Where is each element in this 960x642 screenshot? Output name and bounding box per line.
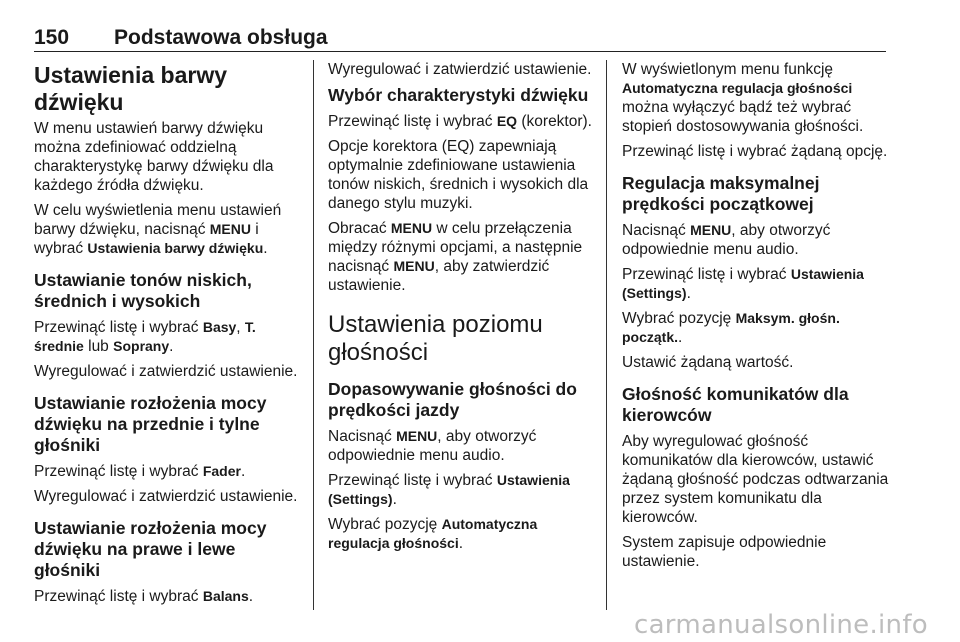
subsection-heading: Wybór charakterystyki dźwięku	[328, 85, 589, 105]
paragraph: Aby wyregulować głośność komunikatów dla kierowców, ustawić żądaną głośność podczas odtwarzania przez system komunikatu dla kierowców.	[622, 433, 889, 526]
menu-item: Ustawienia (Settings)	[328, 472, 570, 507]
menu-item: Ustawienia barwy dźwięku	[87, 240, 264, 256]
paragraph: Przewinąć listę i wybrać Ustawienia (Settings).	[622, 266, 864, 302]
menu-item: Fader	[202, 463, 241, 479]
subsection-heading: Regulacja maksymalnej prędkości początkowej	[622, 173, 820, 214]
section-heading: Ustawienia barwy dźwięku	[34, 62, 228, 115]
paragraph: Wyregulować i zatwierdzić ustawienie.	[34, 363, 298, 380]
menu-key: MENU	[690, 222, 732, 238]
column-divider	[606, 60, 607, 610]
menu-item: EQ	[496, 113, 518, 129]
header-divider	[34, 51, 886, 52]
column-2	[328, 60, 594, 559]
paragraph: Ustawić żądaną wartość.	[622, 354, 794, 371]
page-header	[34, 22, 886, 52]
subsection-heading: Dopasowywanie głośności do prędkości jazdy	[328, 379, 577, 420]
menu-item: Automatyczna regulacja głośności	[328, 516, 538, 551]
paragraph: Obracać MENU w celu przełączenia między różnymi opcjami, a następnie nacisnąć MENU, aby zatwierdzić ustawienie.	[328, 220, 583, 294]
menu-item: Soprany	[113, 338, 170, 354]
column-1	[34, 60, 302, 612]
paragraph: Przewinąć listę i wybrać Basy, T. średnie lub Soprany.	[34, 319, 256, 355]
menu-item: Balans	[202, 588, 249, 604]
section-heading: Ustawienia poziomu głośności	[328, 311, 543, 366]
paragraph: Opcje korektora (EQ) zapewniają optymalnie zdefiniowane ustawienia tonów niskich, średnich i wysokich dla danego stylu muzyki.	[328, 138, 589, 212]
paragraph: Nacisnąć MENU, aby otworzyć odpowiednie menu audio.	[328, 428, 537, 464]
paragraph: W celu wyświetlenia menu ustawień barwy dźwięku, nacisnąć MENU i wybrać Ustawienia barwy dźwięku.	[34, 202, 282, 257]
menu-item: Ustawienia (Settings)	[622, 266, 864, 301]
subsection-heading: Ustawianie tonów niskich, średnich i wysokich	[34, 270, 252, 311]
menu-item: T. średnie	[34, 319, 256, 354]
subsection-heading: Ustawianie rozłożenia mocy dźwięku na prawe i lewe głośniki	[34, 518, 267, 580]
paragraph: Przewinąć listę i wybrać Ustawienia (Settings).	[328, 472, 570, 508]
menu-item: Basy	[202, 319, 237, 335]
menu-key: MENU	[390, 220, 433, 236]
paragraph: Wybrać pozycję Maksym. głośn. początk..	[622, 310, 840, 346]
paragraph: Przewinąć listę i wybrać żądaną opcję.	[622, 143, 888, 160]
paragraph: Wyregulować i zatwierdzić ustawienie.	[328, 61, 592, 78]
paragraph: Wyregulować i zatwierdzić ustawienie.	[34, 488, 298, 505]
subsection-heading: Ustawianie rozłożenia mocy dźwięku na przednie i tylne głośniki	[34, 393, 267, 455]
menu-item: Maksym. głośn. początk.	[622, 310, 840, 345]
paragraph: System zapisuje odpowiednie ustawienie.	[622, 534, 827, 570]
column-3	[622, 60, 890, 577]
menu-key: MENU	[209, 221, 251, 237]
subsection-heading: Głośność komunikatów dla kierowców	[622, 384, 849, 425]
page-number: 150	[34, 26, 70, 49]
menu-item: Automatyczna regulacja głośności	[622, 80, 853, 96]
watermark-link[interactable]: carmanualsonline.info	[633, 610, 928, 640]
menu-key: MENU	[396, 428, 438, 444]
paragraph: Nacisnąć MENU, aby otworzyć odpowiednie menu audio.	[622, 222, 831, 258]
paragraph: Przewinąć listę i wybrać Fader.	[34, 463, 246, 480]
paragraph: W menu ustawień barwy dźwięku można zdefiniować oddzielną charakterystykę barwy dźwięku dla każdego źródła dźwięku.	[34, 120, 274, 194]
paragraph: Przewinąć listę i wybrać EQ (korektor).	[328, 113, 592, 130]
menu-key: MENU	[393, 258, 435, 274]
column-divider	[313, 60, 314, 610]
paragraph: Przewinąć listę i wybrać Balans.	[34, 588, 254, 605]
paragraph: Wybrać pozycję Automatyczna regulacja głośności.	[328, 516, 538, 552]
running-title: Podstawowa obsługa	[114, 26, 328, 49]
paragraph: W wyświetlonym menu funkcję Automatyczna regulacja głośności można wyłączyć bądź też wybrać stopień dostosowywania głośności.	[622, 61, 864, 135]
